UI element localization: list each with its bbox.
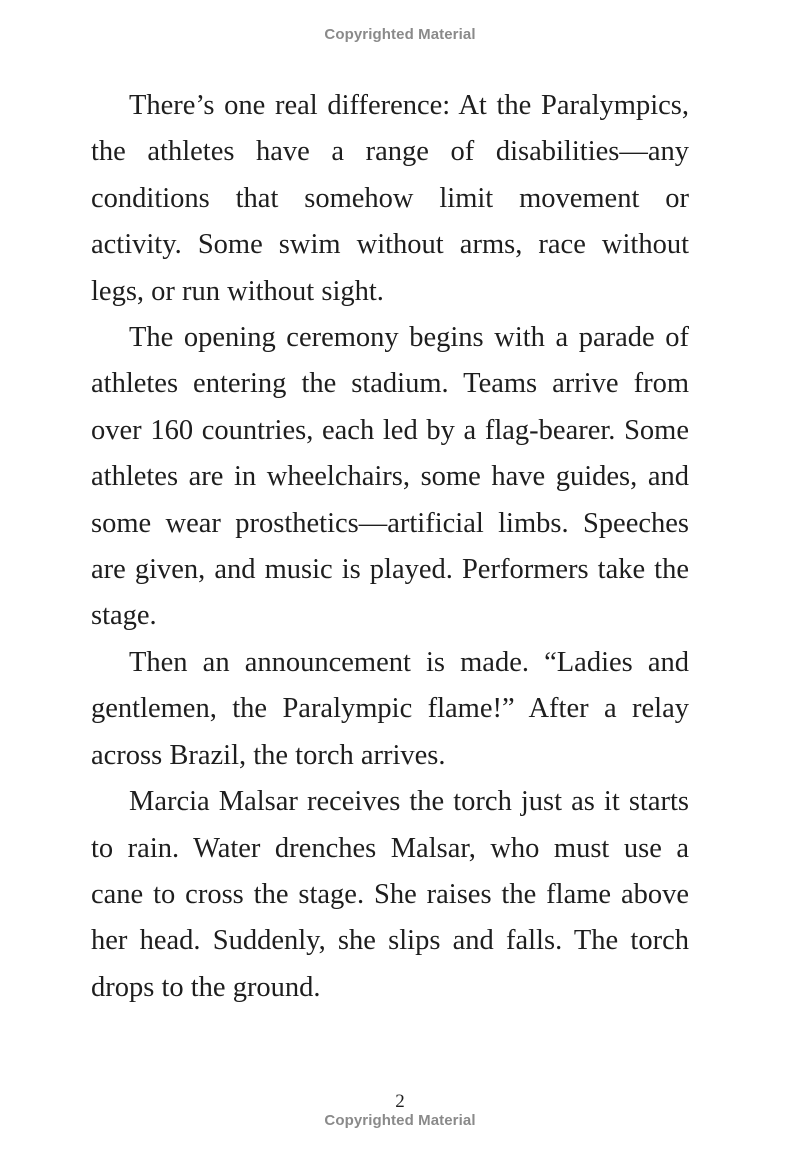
paragraph: Marcia Malsar receives the torch just as it starts to rain. Water drenches Malsar, who must use a cane to cross the stage. She raises the flame above her head. Suddenly, she slips and falls. The torch drops to the ground.	[91, 786, 689, 1003]
copyright-watermark-bottom: Copyrighted Material	[324, 1112, 476, 1129]
paragraph: There’s one real difference: At the Paralympics, the athletes have a range of disabilities—any conditions that somehow limit movement or activity. Some swim without arms, race without legs, or run without sight.	[91, 90, 689, 307]
page-number: 2	[395, 1091, 405, 1112]
paragraph: Then an announcement is made. “Ladies and gentlemen, the Paralympic flame!” After a relay across Brazil, the torch arrives.	[91, 646, 689, 771]
body-text	[91, 83, 689, 1011]
copyright-watermark-top: Copyrighted Material	[324, 26, 476, 43]
paragraph: The opening ceremony begins with a parade of athletes entering the stadium. Teams arrive from over 160 countries, each led by a flag-bearer. Some athletes are in wheelchairs, some have guides, and some wear prosthetics—artificial limbs. Speeches are given, and music is played. Performers take the stage.	[91, 322, 689, 632]
